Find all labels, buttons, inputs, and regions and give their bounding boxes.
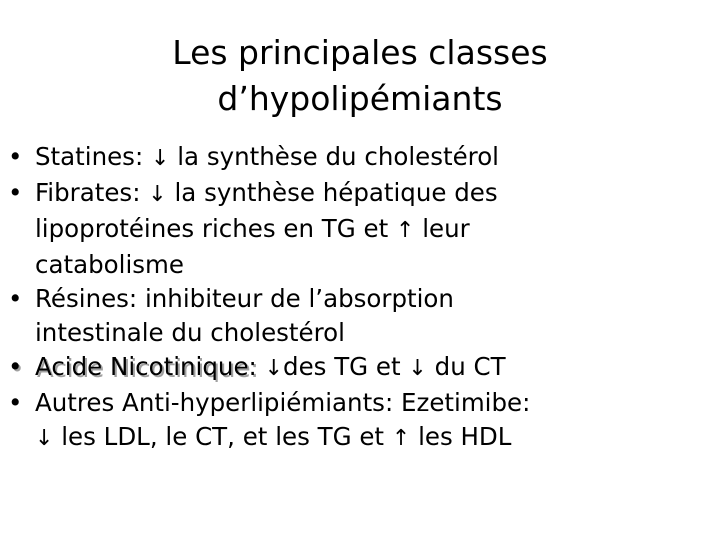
title-line-2: d’hypolipémiants: [217, 79, 503, 118]
bullet-marker: •: [8, 388, 23, 417]
bullet-text: la synthèse du cholestérol: [177, 142, 499, 171]
bullet-label: Statines:: [35, 142, 144, 171]
bullet-label: Acide Nicotinique:: [35, 352, 257, 381]
bullet-line: [35, 248, 708, 282]
bullet-marker: •: [8, 284, 23, 313]
bullet-resines: [8, 282, 708, 350]
bullet-list: [8, 140, 708, 456]
up-arrow-icon: ↑: [395, 218, 415, 243]
bullet-line: [35, 176, 708, 212]
title-line-1: Les principales classes: [172, 33, 548, 72]
bullet-line: [35, 140, 708, 176]
bullet-text: des TG et: [283, 352, 401, 381]
bullet-statines: [8, 140, 708, 176]
down-arrow-icon: ↓: [35, 426, 54, 451]
bullet-text: du CT: [434, 352, 506, 381]
bullet-acide-nicotinique: [8, 350, 708, 386]
slide-title: [0, 30, 720, 122]
down-arrow-icon: ↓: [148, 182, 167, 207]
bullet-text: les HDL: [418, 422, 512, 451]
up-arrow-icon: ↑: [391, 426, 411, 451]
bullet-marker: •: [8, 142, 23, 171]
bullet-line: Autres Anti-hyperlipiémiants: Ezetimibe:: [35, 388, 531, 417]
bullet-line: intestinale du cholestérol: [35, 318, 345, 347]
bullet-marker: •: [8, 352, 23, 381]
bullet-text: lipoprotéines riches en TG et: [35, 214, 389, 243]
down-arrow-icon: ↓: [408, 356, 427, 381]
bullet-line: [35, 420, 708, 456]
bullet-text: la synthèse hépatique des: [174, 178, 498, 207]
bullet-marker: •: [8, 178, 23, 207]
bullet-line: [35, 212, 708, 248]
bullet-label: Fibrates:: [35, 178, 141, 207]
down-arrow-icon: ↓: [151, 146, 170, 171]
bullet-text: catabolisme: [35, 250, 184, 279]
bullet-line: [35, 350, 708, 386]
down-arrow-icon: ↓: [264, 356, 284, 381]
bullet-text: les LDL, le CT, et les TG et: [61, 422, 385, 451]
bullet-text: leur: [422, 214, 470, 243]
bullet-autres: [8, 386, 708, 456]
bullet-line: Résines: inhibiteur de l’absorption: [35, 284, 454, 313]
bullet-fibrates: [8, 176, 708, 282]
